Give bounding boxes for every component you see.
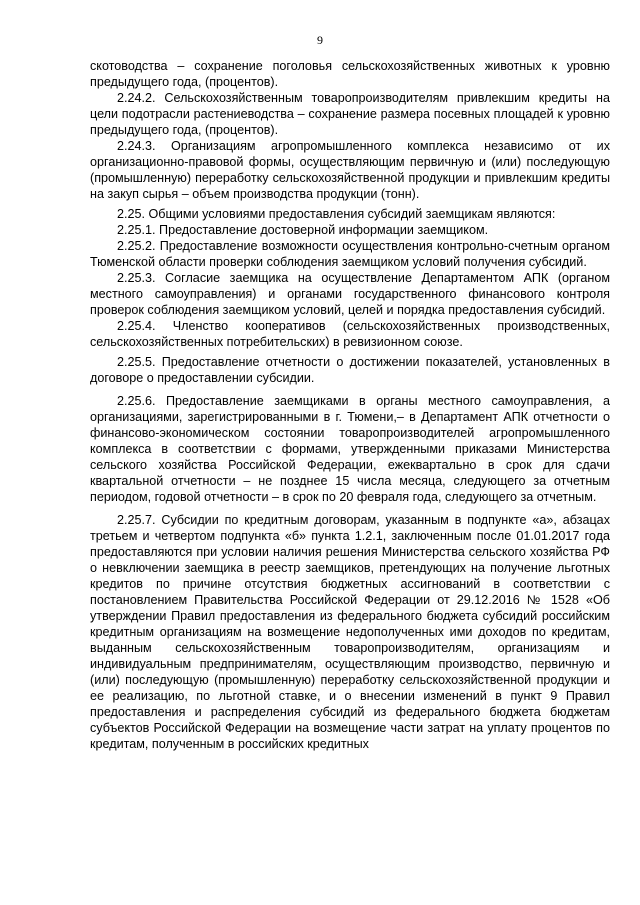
paragraph-continuation: скотоводства – сохранение поголовья сельскохозяйственных животных к уровню предыдущего года, (процентов).	[90, 59, 610, 89]
paragraph-2-25-6: 2.25.6. Предоставление заемщиками в органы местного самоуправления, а организациями, зарегистрированными в г. Тюмени,– в Департамент АПК отчетности о финансово-экономическом состоянии товаропроизводителей агропромышленного комплекса в соответствии с формами, утвержденными приказами Министерства сельского хозяйства Российской Федерации, ежеквартально в срок для сдачи квартальной отчетности – не позднее 15 числа месяца, следующего за отчетным периодом, годовой отчетности – в срок по 20 февраля года, следующего за отчетным.	[90, 394, 610, 504]
paragraph-2-25-5: 2.25.5. Предоставление отчетности о достижении показателей, установленных в договоре о предоставлении субсидии.	[90, 355, 610, 385]
paragraph-2-25-7: 2.25.7. Субсидии по кредитным договорам, указанным в подпункте «а», абзацах третьем и четвертом подпункта «б» пункта 1.2.1, заключенным после 01.01.2017 года предоставляются при условии наличия решения Министерства сельского хозяйства РФ о невключении заемщика в реестр заемщиков, претендующих на получение льготных кредитов по причине отсутствия бюджетных ассигнований в соответствии с постановлением Правительства Российской Федерации от 29.12.2016 № 1528 «Об утверждении Правил предоставления из федерального бюджета субсидий российским кредитным организациям на возмещение недополученных ими доходов по кредитам, выданным сельскохозяйственным товаропроизводителям, организациям и индивидуальным предпринимателям, осуществляющим производство, первичную и (или) последующую (промышленную) переработку сельскохозяйственной продукции и ее реализацию, по льготной ставке, и о внесении изменений в пункт 9 Правил предоставления и распределения субсидий из федерального бюджета бюджетам субъектов Российской Федерации на возмещение части затрат на уплату процентов по кредитам, полученным в российских кредитных	[90, 513, 610, 751]
paragraph-2-25-3: 2.25.3. Согласие заемщика на осуществление Департаментом АПК (органом местного самоуправления) и органами государственного финансового контроля проверок соблюдения заемщиком условий, целей и порядка предоставления субсидий.	[90, 271, 610, 317]
paragraph-2-24-3: 2.24.3. Организациям агропромышленного комплекса независимо от их организационно-правовой формы, осуществляющим первичную и (или) последующую (промышленную) переработку сельскохозяйственной продукции и привлекшим кредиты на закуп сырья – объем производства продукции (тонн).	[90, 139, 610, 201]
page-number: 9	[317, 33, 323, 47]
paragraph-2-25-2: 2.25.2. Предоставление возможности осуществления контрольно-счетным органом Тюменской области проверки соблюдения заемщиком условий получения субсидий.	[90, 239, 610, 269]
paragraph-2-25: 2.25. Общими условиями предоставления субсидий заемщикам являются:	[117, 207, 556, 221]
paragraph-2-24-2: 2.24.2. Сельскохозяйственным товаропроизводителям привлекшим кредиты на цели подотрасли растениеводства – сохранение размера посевных площадей к уровню предыдущего года, (процентов).	[90, 91, 610, 137]
paragraph-2-25-1: 2.25.1. Предоставление достоверной информации заемщиком.	[117, 223, 489, 237]
document-body	[90, 58, 610, 752]
paragraph-2-25-4: 2.25.4. Членство кооперативов (сельскохозяйственных производственных, сельскохозяйственных потребительских) в ревизионном союзе.	[90, 319, 610, 349]
